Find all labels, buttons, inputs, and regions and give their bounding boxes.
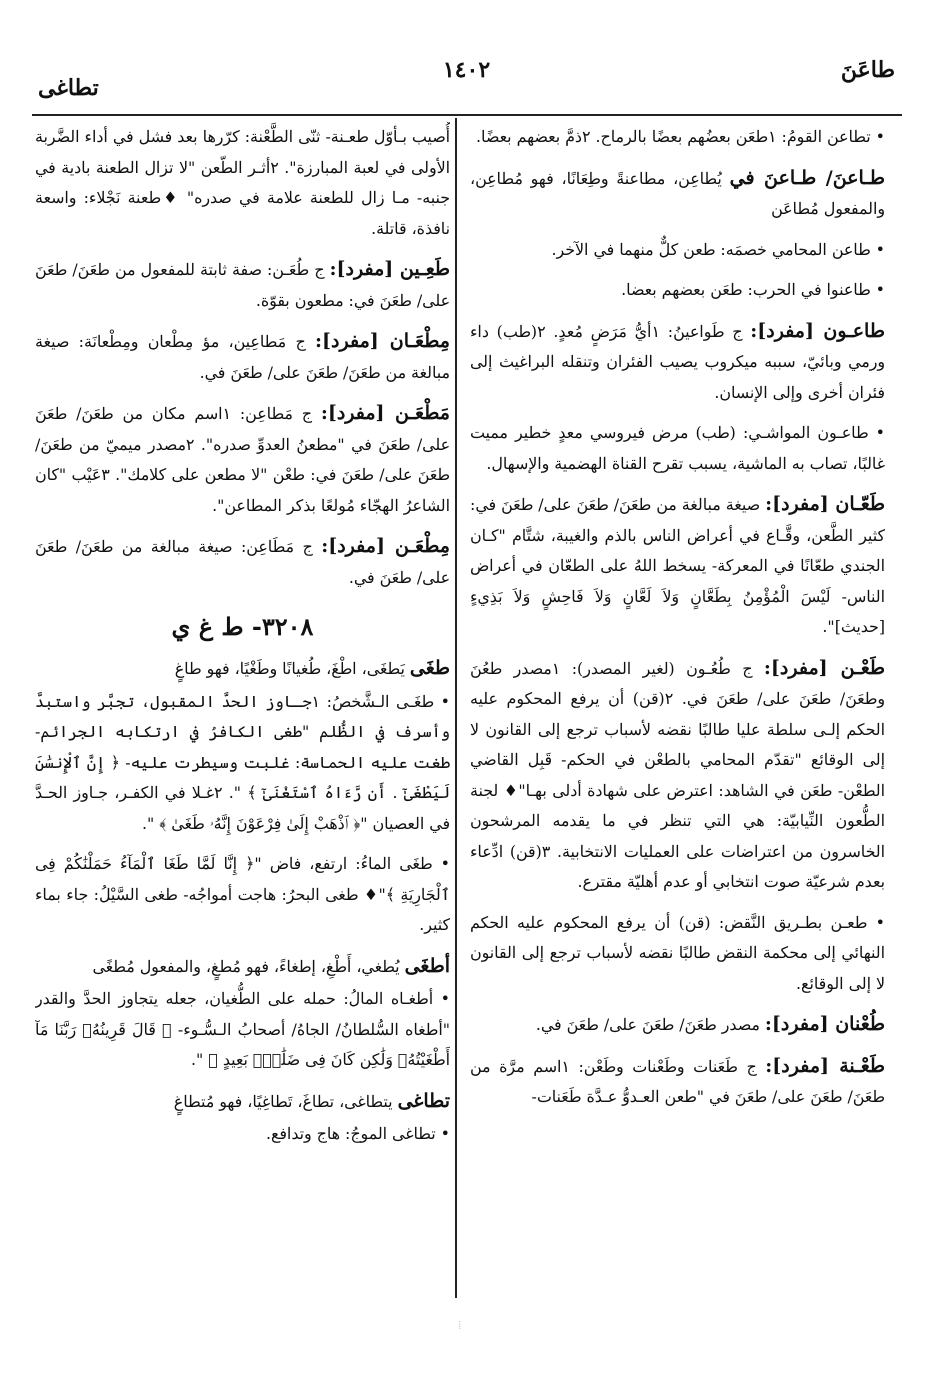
dictionary-entry <box>470 489 885 643</box>
dictionary-entry <box>35 254 450 316</box>
guide-word-left: تطاغى <box>38 75 99 101</box>
column-divider <box>455 118 457 1298</box>
entry-text: ج طَعَنات وطَعْنات وطَعْن: ١اسم مرَّة من طعَنَ/ طعَنَ على/ طعَنَ في "طعن العـدوُّ عـدَّة طَعَنات- <box>470 1056 885 1106</box>
entry-text: صيغة مبالغة من طعَنَ/ طعَنَ على/ طعَنَ في: كثير الطَّعن، وقَّـاع في أعراض الناس بالذم والغيبة، شتَّام "كـان الجندي طعّانًا في المعركة- يسخط اللهُ على الطعّان في أعراض الناس- لَيْسَ الْمُؤْمِنُ بِطَعَّانٍ وَلاَ لَعَّانٍ وَلاَ فَاحِشٍ وَلاَ بَذِيءٍ [حديث]". <box>470 495 885 636</box>
dictionary-entry <box>470 163 885 225</box>
dictionary-entry <box>470 1009 885 1041</box>
entry-text: يُطغي، أَطْغِ، إطغاءً، فهو مُطغٍ، والمفعول مُطغًى <box>92 956 405 976</box>
entry-text: ج طُعُـون (لغير المصدر): ١مصدر طعُنَ وطعَنَ/ طعَنَ على/ طعَنَ في. ٢(قن) أن يرفع المحكوم عليه الحكم إلـى سلطة عليا طالبًا نقضه لأسباب ترجع إلى القانون لا إلى الوقائع "تقدّم المحامي بالطعْن في الحكم- قَبِل القاضي الطعْن- طعَن في الشاهد: اعترض على شهادة أدلى بهـا"♦ لجنة الطُّعون النِّيابيّة: هي التي تنظر في ما يقدمه المرشحون الخاسرون من اعتراضات على العمليات الانتخابية. ٣(قن) ادِّعاء بعدم شرعيّة صوت انتخابي أو عدم أهليّة مقترع. <box>470 658 885 891</box>
dictionary-entry <box>470 653 885 898</box>
entry-headword: طَعْـن [مفرد]: <box>763 656 885 679</box>
dictionary-entry <box>35 531 450 593</box>
entry-text: • تطاغى الموجُ: هاج وتدافع. <box>265 1124 450 1143</box>
dictionary-entry <box>470 235 885 266</box>
entry-headword: طَعّـان [مفرد]: <box>765 493 885 515</box>
page-number: ١٤٠٢ <box>442 57 491 83</box>
entry-text: • طاعن المحامي خصمَه: طعن كلٌّ منهما في الآخر. <box>551 239 885 259</box>
entry-text: ج طَواعينُ: ١أيُّ مَرَضٍ مُعدٍ. ٢(طب) داء ورمي وبائيّ، سببه ميكروب يصيب الفئران وتنقله البراغيث إلى فئران أخرى وإلى الإنسان. <box>470 321 885 402</box>
dictionary-entry <box>35 849 450 941</box>
entry-text: يتطاغى، تطاغَ، تَطاغِيًا، فهو مُتطاغٍ <box>173 1091 398 1111</box>
entry-text: • طاعنوا في الحرب: طعَن بعضهم بعضا. <box>621 280 885 299</box>
dictionary-entry <box>470 122 885 153</box>
entry-headword: طُعْنان [مفرد]: <box>764 1013 885 1035</box>
dictionary-entry <box>470 418 885 479</box>
dictionary-entry <box>470 908 885 1000</box>
dictionary-entry <box>35 951 450 983</box>
dictionary-entry <box>470 1051 885 1113</box>
guide-word-right: طاعَنَ <box>840 57 895 83</box>
dictionary-entry <box>35 1119 450 1150</box>
entry-headword: مِطْعَـن [مفرد]: <box>321 535 450 557</box>
entry-headword: طغَى <box>409 657 450 679</box>
entry-headword: أطغَى <box>404 954 450 977</box>
entry-headword: مِطْعَـان [مفرد]: <box>315 330 450 352</box>
dictionary-entry <box>35 653 450 685</box>
dictionary-entry <box>35 122 450 244</box>
entry-text: يَطغَى، اطْغَ، طُغيانًا وطَغْيًا، فهو طاغٍ <box>174 659 410 678</box>
entry-text: يُطاعِن، مطاعنةً وطِعَانًا، فهو مُطاعِن، والمفعول مُطاعَن <box>470 168 885 218</box>
entry-text: مصدر طعَنَ/ طعَنَ على/ طعَنَ في. <box>535 1015 765 1034</box>
entry-text: • طغَى الماءُ: ارتفع، فاض "﴿ إِنَّا لَمَّا طَغَا ٱلْمَآءُ حَمَلْنَٰكُمْ فِى ٱلْجَارِيَةِ ﴾"♦ طغى البحرُ: هاجت أمواجُه- طغى السَّيْلُ: جاء بماء كثير. <box>35 854 450 934</box>
entry-text: ج طُعَـن: صفة ثابتة للمفعول من طعَنَ/ طعَنَ على/ طعَنَ في: مطعون بقوّة. <box>35 260 450 310</box>
entry-text: ج مَطاعِن: ١اسم مكان من طعَنَ/ طعَنَ على/ طعَنَ في "مطعنُ العدوِّ صدره". ٢مصدر ميميّ من طعَنَ/ طعَنَ على/ طعَنَ في: طعْن "لا مطعن على كلامك". ٣عَيْب "كان الشاعرُ الهجّاء مُولعًا بذكر المطاعن". <box>35 404 450 515</box>
dictionary-entry <box>35 687 450 840</box>
dictionary-entry <box>35 1086 450 1118</box>
entry-text: • أطغـاه المالُ: حمله على الطُّغيان، جعله يتجاوز الحدَّ والقدر "أطغاه السُّلطانُ/ الجاهُ/ أصحابُ الـسُّـوء- ﴿ قَالَ قَرِينُهُۥ رَبَّنَا مَآ أَطْغَيْتُهُۥ وَلَٰكِن كَانَ فِى ضَلَٰلٍۭ بَعِيدٍ ﴾ ". <box>35 989 450 1069</box>
entry-text: أُصيب بـأوّل طعـنة- ثنّى الطَّعْنة: كرّرها بعد فشل في أداء الضَّربة الأولى في لعبة المبارزة". ٢أثـر الطّعن "لا تزال الطعنة بادية في جنبه- مـا زال للطعنة علامة في صدره" ♦طعنة نَجْلاء: واسعة نافذة، قاتلة. <box>35 127 450 238</box>
entry-text: • طعـن بطـريق النَّقض: (قن) أن يرفع المحكوم عليه الحكم النهائي إلى محكمة النقض طالبًا نقضه لأسباب ترجع إلى القانون لا إلى الوقائع. <box>470 912 885 993</box>
root-heading: ٣٢٠٨- ط غ ي <box>171 612 314 641</box>
right-column <box>470 122 885 1302</box>
dictionary-entry <box>35 984 450 1076</box>
dictionary-entry <box>470 316 885 409</box>
entry-text: • تطاعن القومُ: ١طعَن بعضُهم بعضًا بالرماح. ٢ذمَّ بعضهم بعضًا. <box>476 127 885 146</box>
entry-headword: طَعْـنة [مفرد]: <box>765 1054 885 1077</box>
page-header <box>30 55 903 105</box>
entry-headword: طـاعنَ/ طـاعنَ في <box>729 166 885 189</box>
footer-mark: ⁞ <box>458 1318 462 1332</box>
entry-text: • طغَـى الـشَّخصُ: ١جـاوز الحدَّ المقبول، تجبَّر واستبدَّ وأسرف في الظُّلم "طغى الكافرُ في ارتكابه الجرائم- طغت عليه الحماسة: غلبت وسيطرت عليه- ﴿ إِنَّ ٱلْإِنسَٰنَ لَيَطْغَىٰٓ . أَن رَّءَاهُ ٱسْتَغْنَىٰٓ ﴾ ". ٢غـلا في الكفـر، جـاوز الحـدَّ في العصيان "﴿ ٱذْهَبْ إِلَىٰ فِرْعَوْنَ إِنَّهُۥ طَغَىٰ ﴾ ". <box>35 691 450 833</box>
dictionary-entry <box>470 275 885 306</box>
entry-headword: تطاغى <box>397 1089 450 1112</box>
entry-text: • طاعـون المواشـي: (طب) مرض فيروسي معدٍ خطير مميت غالبًا، تصاب به الماشية، يسبب تقرح القناة الهضمية والإسهال. <box>470 423 885 473</box>
entry-text: ج مَطَاعِن: صيغة مبالغة من طعَنَ/ طعَنَ على/ طعَنَ في. <box>35 537 450 587</box>
entry-headword: طَعِـين [مفرد]: <box>329 258 450 280</box>
entry-text: ج مَطاعِين، مؤ مِطْعان ومِطْعانَة: صيغة مبالغة من طعَنَ/ طعَنَ على/ طعَنَ في. <box>35 332 450 382</box>
entry-headword: مَطْعَـن [مفرد]: <box>320 402 450 424</box>
entry-headword: طاعـون [مفرد]: <box>750 319 885 342</box>
dictionary-entry <box>35 326 450 388</box>
header-rule <box>32 114 902 116</box>
dictionary-entry <box>35 398 450 521</box>
left-column <box>35 122 450 1302</box>
